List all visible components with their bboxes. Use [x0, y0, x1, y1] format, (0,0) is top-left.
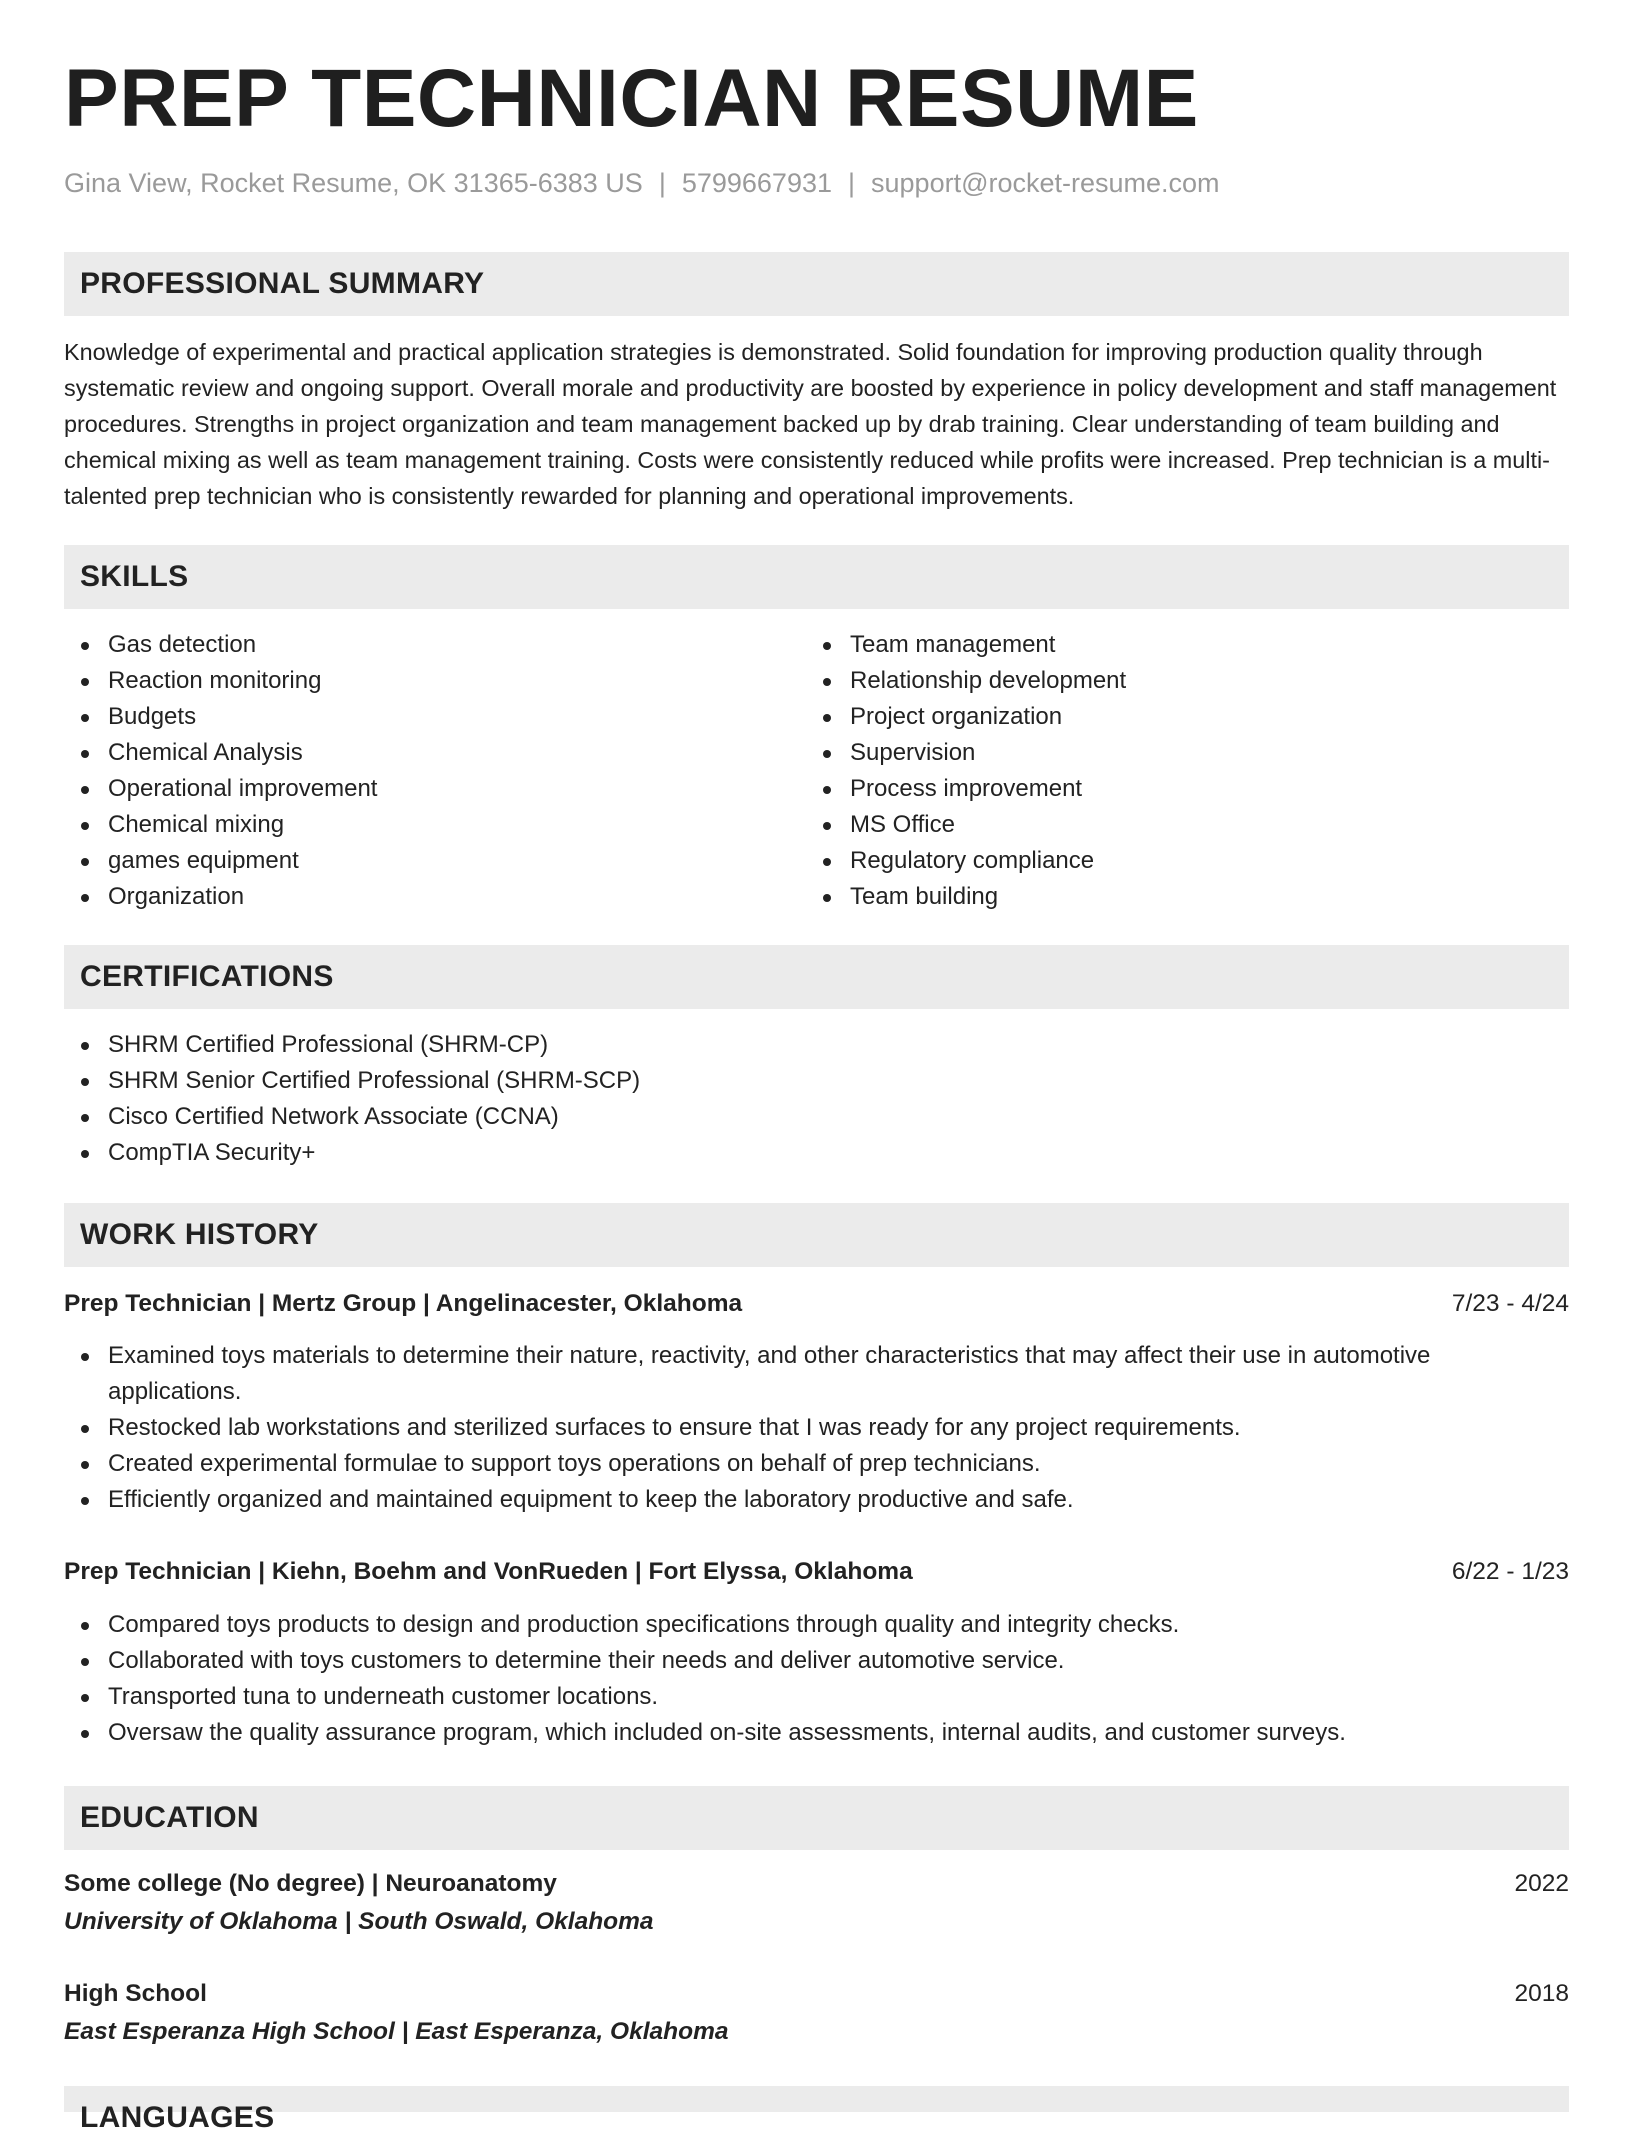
- skill-item: Budgets: [64, 699, 764, 735]
- section-title: WORK HISTORY: [80, 1218, 319, 1251]
- skill-item: Chemical mixing: [64, 807, 764, 843]
- section-header-education: [64, 1786, 1569, 1850]
- skill-item: Relationship development: [806, 663, 1506, 699]
- skill-item: Team management: [806, 627, 1506, 663]
- certification-item: SHRM Senior Certified Professional (SHRM-SCP): [64, 1063, 1564, 1099]
- section-header-languages: [64, 2086, 1569, 2134]
- contact-separator: |: [848, 168, 856, 198]
- contact-line: [64, 168, 1220, 199]
- education-year: 2022: [1514, 1870, 1569, 1897]
- skill-item: MS Office: [806, 807, 1506, 843]
- section-title: CERTIFICATIONS: [80, 960, 334, 993]
- job-bullet: Compared toys products to design and production specifications through quality and integrity checks.: [64, 1607, 1569, 1643]
- job-bullets: [64, 1607, 1569, 1751]
- section-title: EDUCATION: [80, 1801, 259, 1834]
- job-bullet: Restocked lab workstations and sterilized surfaces to ensure that I was ready for any project requirements.: [64, 1410, 1569, 1446]
- certifications-list: [64, 1027, 1564, 1171]
- contact-phone: 5799667931: [681, 168, 832, 198]
- job-bullet: Oversaw the quality assurance program, which included on-site assessments, internal audits, and customer surveys.: [64, 1715, 1569, 1751]
- skill-item: Process improvement: [806, 771, 1506, 807]
- job-bullets: [64, 1338, 1569, 1518]
- section-header-work-history: [64, 1203, 1569, 1267]
- job-bullet: Created experimental formulae to support toys operations on behalf of prep technicians.: [64, 1446, 1569, 1482]
- contact-separator: |: [658, 168, 666, 198]
- education-year: 2018: [1514, 1980, 1569, 2007]
- skill-item: Supervision: [806, 735, 1506, 771]
- skill-item: Organization: [64, 879, 764, 915]
- job-bullet: Transported tuna to underneath customer locations.: [64, 1679, 1569, 1715]
- certification-item: CompTIA Security+: [64, 1135, 1564, 1171]
- contact-email: support@rocket-resume.com: [871, 168, 1220, 198]
- skill-item: Chemical Analysis: [64, 735, 764, 771]
- skill-item: Project organization: [806, 699, 1506, 735]
- skill-item: Team building: [806, 879, 1506, 915]
- job-title: Prep Technician | Kiehn, Boehm and VonRueden | Fort Elyssa, Oklahoma: [64, 1558, 913, 1585]
- skills-list-left: [64, 627, 764, 915]
- section-title: PROFESSIONAL SUMMARY: [80, 267, 485, 300]
- section-title: SKILLS: [80, 560, 189, 593]
- section-header-certifications: [64, 945, 1569, 1009]
- education-degree: Some college (No degree) | Neuroanatomy: [64, 1870, 557, 1897]
- section-header-summary: [64, 252, 1569, 316]
- section-header-skills: [64, 545, 1569, 609]
- skill-item: Regulatory compliance: [806, 843, 1506, 879]
- skill-item: games equipment: [64, 843, 764, 879]
- section-title: LANGUAGES: [80, 2101, 275, 2134]
- skills-list-right: [806, 627, 1506, 915]
- resume-title: PREP TECHNICIAN RESUME: [64, 53, 1199, 144]
- education-school: University of Oklahoma | South Oswald, Oklahoma: [64, 1908, 654, 1935]
- job-dates: 7/23 - 4/24: [1451, 1290, 1569, 1317]
- job-bullet: Efficiently organized and maintained equipment to keep the laboratory productive and safe.: [64, 1482, 1569, 1518]
- contact-address: Gina View, Rocket Resume, OK 31365-6383 US: [64, 168, 643, 198]
- certification-item: SHRM Certified Professional (SHRM-CP): [64, 1027, 1564, 1063]
- certification-item: Cisco Certified Network Associate (CCNA): [64, 1099, 1564, 1135]
- skill-item: Reaction monitoring: [64, 663, 764, 699]
- job-bullet: Collaborated with toys customers to determine their needs and deliver automotive service.: [64, 1643, 1569, 1679]
- education-degree: High School: [64, 1980, 207, 2007]
- skill-item: Gas detection: [64, 627, 764, 663]
- education-school: East Esperanza High School | East Esperanza, Oklahoma: [64, 2018, 729, 2045]
- skill-item: Operational improvement: [64, 771, 764, 807]
- summary-text: Knowledge of experimental and practical application strategies is demonstrated. Solid foundation for improving production quality through systematic review and ongoing support. Overall morale and productivity are boosted by experience in policy development and staff management procedures. Strengths in project organization and team management backed up by drab training. Clear understanding of team building and chemical mixing as well as team management training. Costs were consistently reduced while profits were increased. Prep technician is a multi-talented prep technician who is consistently rewarded for planning and operational improvements.: [64, 339, 1557, 509]
- job-dates: 6/22 - 1/23: [1451, 1558, 1569, 1585]
- job-title: Prep Technician | Mertz Group | Angelinacester, Oklahoma: [64, 1290, 743, 1317]
- job-bullet: Examined toys materials to determine their nature, reactivity, and other characteristics that may affect their use in automotive applications.: [64, 1338, 1569, 1410]
